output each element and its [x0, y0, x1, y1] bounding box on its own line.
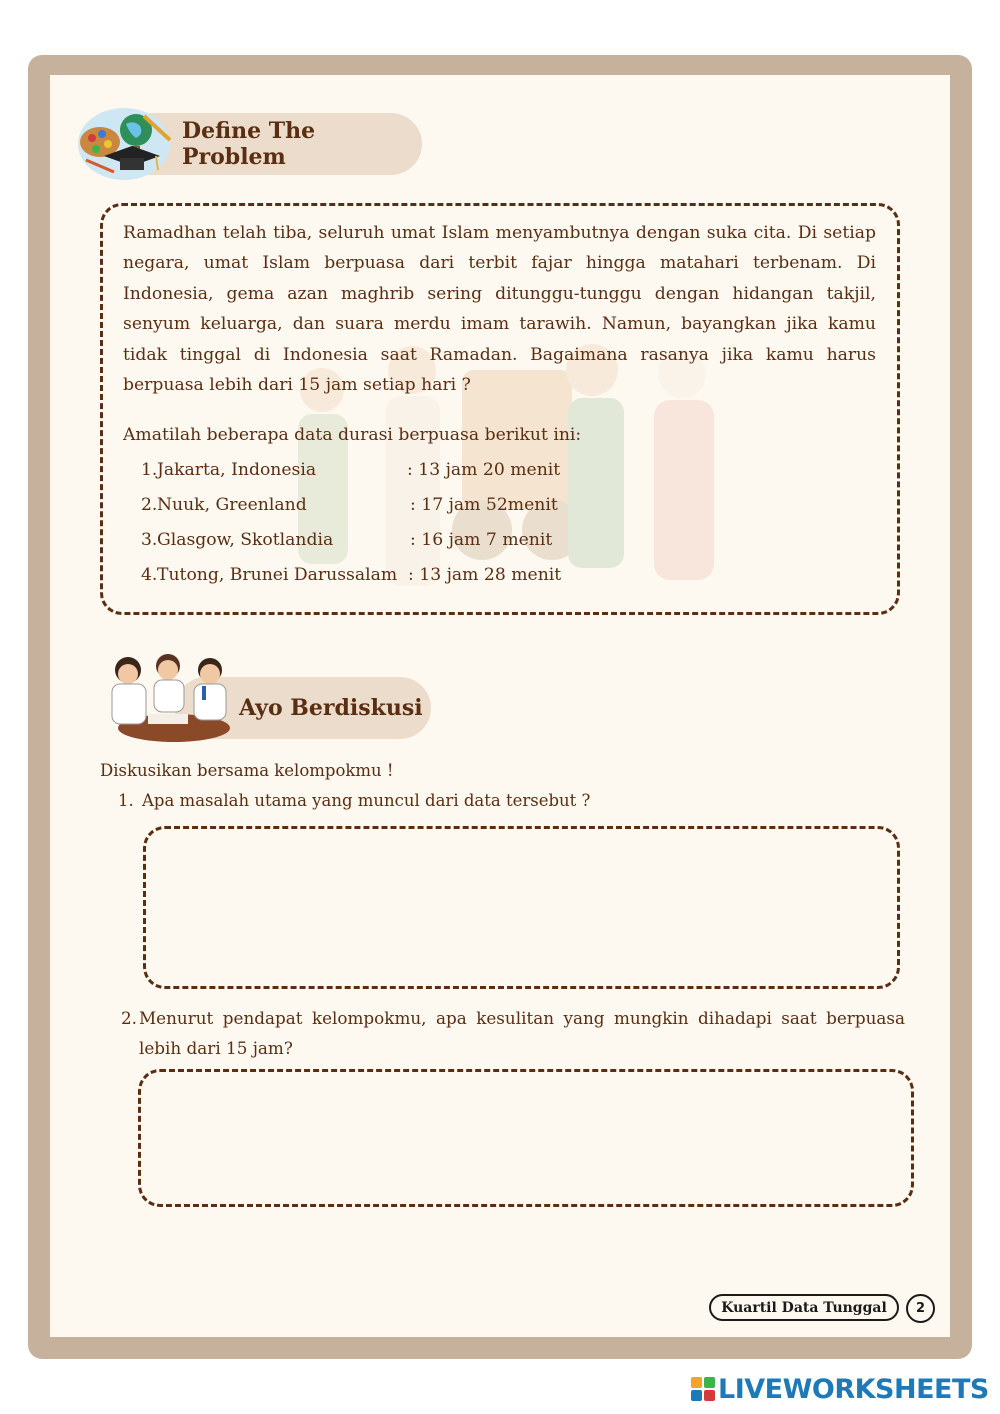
observe-label: Amatilah beberapa data durasi berpuasa berikut ini:: [123, 425, 582, 445]
data-item-duration: : 13 jam 28 menit: [408, 565, 562, 585]
education-palette-globe-icon: [74, 96, 180, 188]
page-number: 2: [906, 1294, 935, 1323]
liveworksheets-logo[interactable]: [690, 1372, 989, 1406]
question-1: [118, 791, 590, 810]
liveworksheets-wordmark: LIVEWORKSHEETS: [718, 1373, 989, 1405]
data-item-place: Nuuk, Greenland: [157, 495, 307, 515]
answer-box-2[interactable]: [138, 1069, 914, 1207]
data-item-number: 4.: [141, 565, 158, 585]
data-item: [141, 565, 562, 585]
question-text: Apa masalah utama yang muncul dari data tersebut ?: [142, 791, 591, 810]
answer-box-1[interactable]: [143, 826, 900, 989]
data-item-place: Jakarta, Indonesia: [157, 460, 317, 480]
data-item-duration: : 16 jam 7 menit: [410, 530, 553, 550]
data-item: [141, 460, 561, 480]
discussion-title: Ayo Berdiskusi: [239, 695, 423, 721]
liveworksheets-logo-icon: [690, 1376, 716, 1402]
data-item: [141, 530, 553, 550]
data-item-number: 2.: [141, 495, 158, 515]
students-discussion-icon: [98, 652, 238, 744]
data-item-duration: : 13 jam 20 menit: [407, 460, 561, 480]
question-2: [121, 1003, 905, 1063]
question-text: Menurut pendapat kelompokmu, apa kesulitan yang mungkin dihadapi saat berpuasa lebih dari 15 jam?: [139, 1008, 905, 1058]
problem-paragraph: Ramadhan telah tiba, seluruh umat Islam menyambutnya dengan suka cita. Di setiap negara, umat Islam berpuasa dari terbit fajar hingga matahari terbenam. Di Indonesia, gema azan maghrib sering ditunggu-tunggu dengan hidangan takjil, senyum keluarga, dan suara merdu imam tarawih. Namun, bayangkan jika kamu tidak tinggal di Indonesia saat Ramadan. Bagaimana rasanya jika kamu harus berpuasa lebih dari 15 jam setiap hari ?: [123, 223, 876, 396]
discussion-intro: Diskusikan bersama kelompokmu !: [100, 761, 394, 780]
define-problem-title: Define The Problem: [182, 118, 316, 170]
topic-label: Kuartil Data Tunggal: [709, 1294, 899, 1321]
data-item-number: 1.: [141, 460, 158, 480]
data-item-place: Glasgow, Skotlandia: [157, 530, 334, 550]
question-number: 2.: [121, 1008, 138, 1028]
data-item-number: 3.: [141, 530, 158, 550]
question-number: 1.: [118, 791, 134, 810]
data-item-duration: : 17 jam 52menit: [410, 495, 558, 515]
data-item: [141, 495, 558, 515]
data-item-place: Tutong, Brunei Darussalam: [157, 565, 398, 585]
